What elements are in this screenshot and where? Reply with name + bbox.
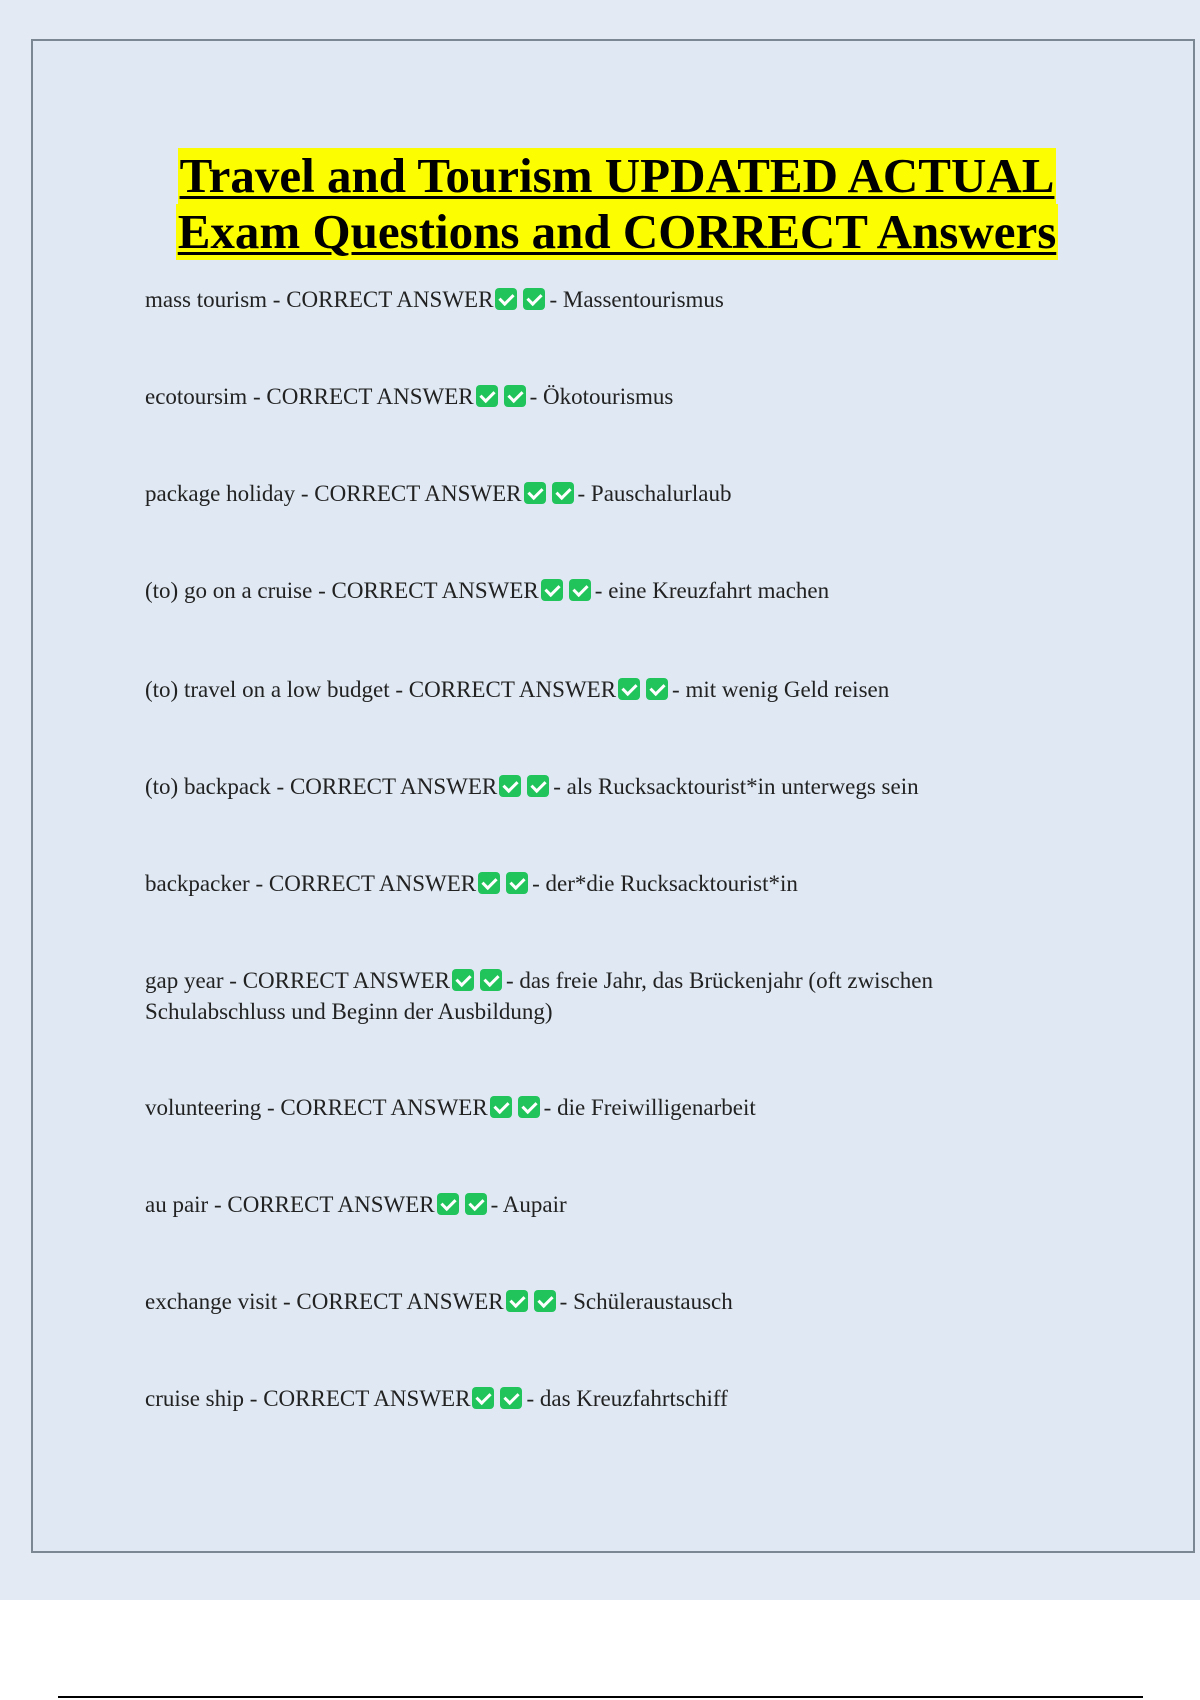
check-mark-icon xyxy=(504,385,526,407)
check-mark-icon xyxy=(499,775,521,797)
qa-item: backpacker - CORRECT ANSWER - der*die Rucksacktourist*in xyxy=(145,871,798,896)
answer-text: eine Kreuzfahrt machen xyxy=(608,578,830,603)
answer-marker: CORRECT ANSWER xyxy=(331,578,539,603)
qa-item: (to) go on a cruise - CORRECT ANSWER - eine Kreuzfahrt machen xyxy=(145,578,830,603)
question-text: volunteering xyxy=(145,1095,262,1120)
check-mark-icon xyxy=(523,288,545,310)
qa-item: ecotoursim - CORRECT ANSWER - Ökotourismus xyxy=(145,384,674,409)
check-mark-icon xyxy=(552,482,574,504)
check-mark-icon xyxy=(646,678,668,700)
answer-text: das freie Jahr, das Brückenjahr (oft zwischen Schulabschluss und Beginn der Ausbildung) xyxy=(145,968,933,1024)
question-text: backpacker xyxy=(145,871,250,896)
check-mark-icon xyxy=(569,579,591,601)
qa-item: (to) backpack - CORRECT ANSWER - als Rucksacktourist*in unterwegs sein xyxy=(145,774,919,799)
qa-item: package holiday - CORRECT ANSWER - Pauschalurlaub xyxy=(145,481,732,506)
answer-text: als Rucksacktourist*in unterwegs sein xyxy=(566,774,919,799)
check-mark-icon xyxy=(500,1387,522,1409)
qa-item: au pair - CORRECT ANSWER - Aupair xyxy=(145,1192,567,1217)
answer-marker: CORRECT ANSWER xyxy=(268,871,477,896)
title-line-1: Travel and Tourism UPDATED ACTUAL xyxy=(179,148,1055,203)
qa-item: (to) travel on a low budget - CORRECT ANSWER - mit wenig Geld reisen xyxy=(145,677,890,702)
check-mark-icon xyxy=(490,1096,512,1118)
qa-item: volunteering - CORRECT ANSWER - die Freiwilligenarbeit xyxy=(145,1095,756,1120)
check-mark-icon xyxy=(506,1290,528,1312)
answer-text: Ökotourismus xyxy=(543,384,674,409)
check-mark-icon xyxy=(472,1387,494,1409)
check-mark-icon xyxy=(618,678,640,700)
check-mark-icon xyxy=(437,1193,459,1215)
answer-text: der*die Rucksacktourist*in xyxy=(545,871,798,896)
title-line-2: Exam Questions and CORRECT Answers xyxy=(177,204,1057,259)
answer-text: Massentourismus xyxy=(562,287,724,312)
document-title xyxy=(0,148,1200,260)
footer-divider xyxy=(58,1696,1143,1698)
check-mark-icon xyxy=(506,872,528,894)
answer-marker: CORRECT ANSWER xyxy=(314,481,522,506)
answer-marker: CORRECT ANSWER xyxy=(286,287,494,312)
question-text: (to) travel on a low budget xyxy=(145,677,390,702)
question-text: exchange visit xyxy=(145,1289,278,1314)
question-text: au pair xyxy=(145,1192,209,1217)
answer-marker: CORRECT ANSWER xyxy=(266,384,474,409)
qa-item: mass tourism - CORRECT ANSWER - Massentourismus xyxy=(145,287,724,312)
qa-item: exchange visit - CORRECT ANSWER - Schüleraustausch xyxy=(145,1289,733,1314)
answer-marker: CORRECT ANSWER xyxy=(280,1095,488,1120)
answer-marker: CORRECT ANSWER xyxy=(408,677,617,702)
answer-marker: CORRECT ANSWER xyxy=(289,774,498,799)
check-mark-icon xyxy=(480,969,502,991)
check-mark-icon xyxy=(541,579,563,601)
question-text: ecotoursim xyxy=(145,384,248,409)
question-text: (to) backpack xyxy=(145,774,271,799)
qa-item: gap year - CORRECT ANSWER - das freie Jahr, das Brückenjahr (oft zwischen Schulabschluss und Beginn der Ausbildung) xyxy=(145,968,933,1024)
check-mark-icon xyxy=(495,288,517,310)
check-mark-icon xyxy=(452,969,474,991)
answer-text: Pauschalurlaub xyxy=(590,481,732,506)
answer-marker: CORRECT ANSWER xyxy=(242,968,450,993)
qa-item: cruise ship - CORRECT ANSWER - das Kreuzfahrtschiff xyxy=(145,1386,728,1411)
question-text: (to) go on a cruise xyxy=(145,578,313,603)
question-text: gap year xyxy=(145,968,224,993)
answer-text: Schüleraustausch xyxy=(573,1289,733,1314)
answer-text: das Kreuzfahrtschiff xyxy=(539,1386,728,1411)
answer-marker: CORRECT ANSWER xyxy=(263,1386,471,1411)
question-text: mass tourism xyxy=(145,287,268,312)
answer-marker: CORRECT ANSWER xyxy=(296,1289,504,1314)
question-text: cruise ship xyxy=(145,1386,245,1411)
check-mark-icon xyxy=(527,775,549,797)
answer-text: Aupair xyxy=(502,1192,567,1217)
answer-text: die Freiwilligenarbeit xyxy=(557,1095,756,1120)
check-mark-icon xyxy=(478,872,500,894)
check-mark-icon xyxy=(524,482,546,504)
question-text: package holiday xyxy=(145,481,296,506)
check-mark-icon xyxy=(534,1290,556,1312)
answer-marker: CORRECT ANSWER xyxy=(227,1192,435,1217)
check-mark-icon xyxy=(518,1096,540,1118)
answer-text: mit wenig Geld reisen xyxy=(685,677,890,702)
check-mark-icon xyxy=(476,385,498,407)
check-mark-icon xyxy=(465,1193,487,1215)
